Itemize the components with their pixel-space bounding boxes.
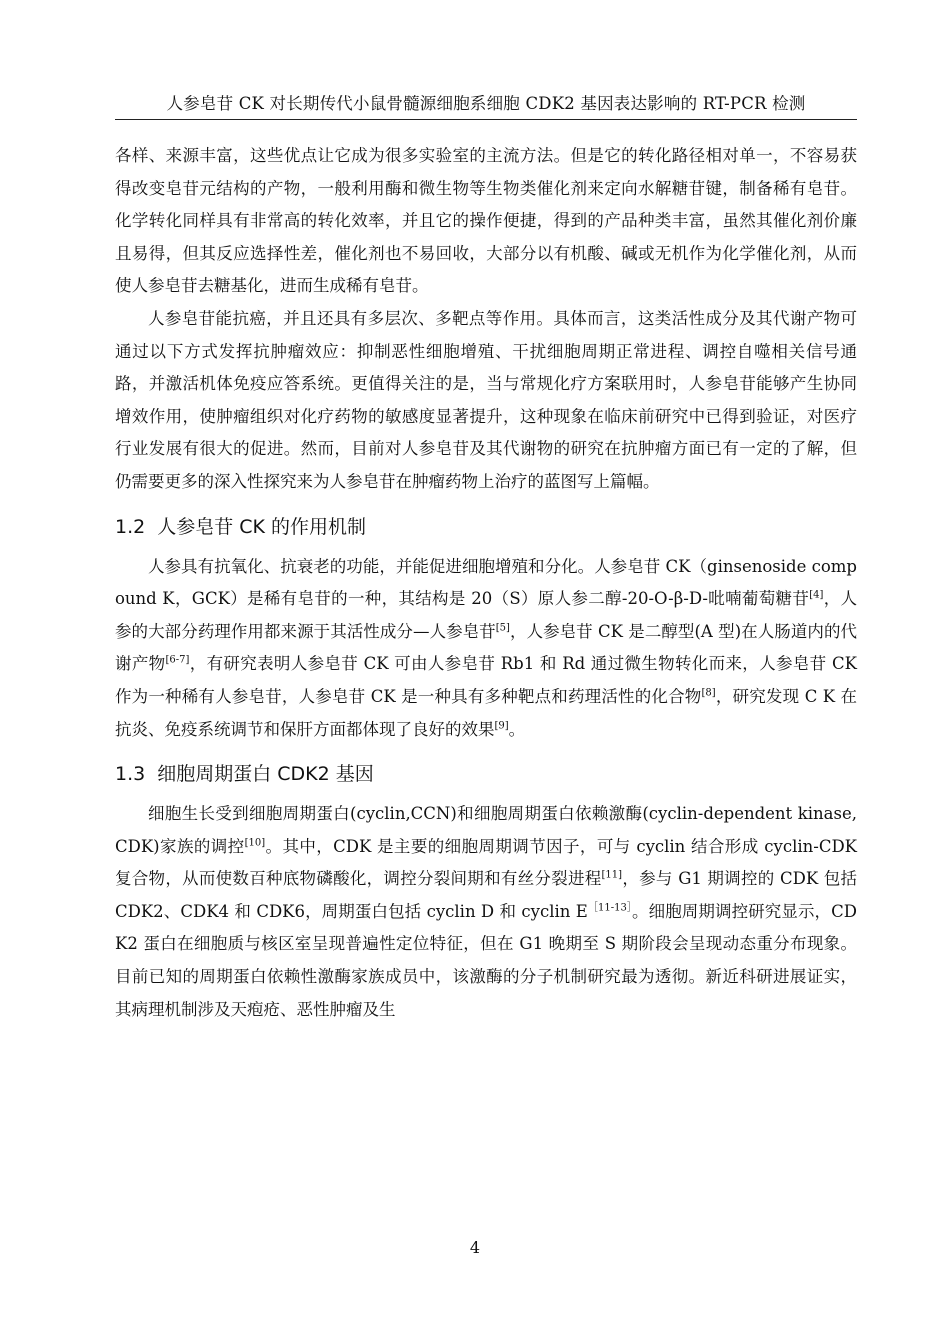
citation: [8]: [701, 687, 716, 699]
citation: [10]: [244, 837, 266, 849]
citation: [6-7]: [165, 654, 190, 666]
header-rule: [115, 119, 857, 120]
text-segment: ，人参的大部分药理作用都来源于其活性成分—人参皂苷: [115, 589, 858, 641]
section-heading-1-3: [115, 758, 857, 790]
running-header: 人参皂苷 CK 对长期传代小鼠骨髓源细胞系细胞 CDK2 基因表达影响的 RT-PCR 检测: [166, 94, 806, 113]
page-number: 4: [469, 1238, 481, 1257]
body-text: [115, 140, 857, 1026]
paragraph-cdk2: [115, 798, 857, 1026]
text-segment: ，研究发现 C K 在抗炎、免疫系统调节和保肝方面都体现了良好的效果: [115, 686, 858, 739]
citation: [5]: [495, 622, 510, 634]
text-segment: ，人参皂苷 CK 是二醇型(A 型)在人肠道内的代谢产物: [115, 621, 858, 674]
citation: [4]: [809, 589, 824, 601]
paragraph-ginsenoside-anticancer: 人参皂苷能抗癌，并且还具有多层次、多靶点等作用。具体而言，这类活性成分及其代谢产物可通过以下方式发挥抗肿瘤效应：抑制恶性细胞增殖、干扰细胞周期正常进程、调控自噬相关信号通路，并激活机体免疫应答系统。更值得关注的是，当与常规化疗方案联用时，人参皂苷能够产生协同增效作用，使肿瘤组织对化疗药物的敏感度显著提升，这种现象在临床前研究中已得到验证，对医疗行业发展有很大的促进。然而，目前对人参皂苷及其代谢物的研究在抗肿瘤方面已有一定的了解，但仍需要更多的深入性探究来为人参皂苷在肿瘤药物上治疗的蓝图写上篇幅。: [115, 308, 857, 491]
text-segment: ，有研究表明人参皂苷 CK 可由人参皂苷 Rb1 和 Rd 通过微生物转化而来，人参皂苷 CK 作为一种稀有人参皂苷，人参皂苷 CK 是一种具有多种靶点和药理活性的化合物: [115, 654, 857, 706]
paragraph-ck-mechanism: [115, 551, 857, 747]
text-segment: 。细胞周期调控研究显示，CDK2 蛋白在细胞质与核区室呈现普遍性定位特征，但在 G1 晚期至 S 期阶段会呈现动态重分布现象。目前已知的周期蛋白依赖性激酶家族成员中，该激酶的分子机制研究最为透彻。新近科研进展证实，其病理机制涉及天疱疮、恶性肿瘤及生: [115, 901, 858, 1019]
text-segment: ，参与 G1 期调控的 CDK 包括 CDK2、CDK4 和 CDK6，周期蛋白包括 cyclin D 和 cyclin E: [115, 869, 857, 921]
section-number: 1.3: [115, 763, 146, 786]
paragraph-continued: 各样、来源丰富，这些优点让它成为很多实验室的主流方法。但是它的转化路径相对单一，不容易获得改变皂苷元结构的产物，一般利用酶和微生物等生物类催化剂来定向水解糖苷键，制备稀有皂苷。化学转化同样具有非常高的转化效率，并且它的操作便捷，得到的产品种类丰富，虽然其催化剂价廉且易得，但其反应选择性差，催化剂也不易回收，大部分以有机酸、碱或无机作为化学催化剂，从而使人参皂苷去糖基化，进而生成稀有皂苷。: [115, 146, 857, 296]
text-segment: 。: [508, 719, 526, 739]
text-segment: 人参具有抗氧化、抗衰老的功能，并能促进细胞增殖和分化。人参皂苷 CK（ginsenoside compound K，GCK）是稀有皂苷的一种，其结构是 20（S）原人参二醇-20-O-β-D-吡喃葡萄糖苷: [115, 556, 857, 609]
section-number: 1.2: [115, 515, 146, 538]
section-heading-1-2: [115, 511, 857, 543]
citation: [9]: [494, 720, 509, 731]
text-segment: 细胞生长受到细胞周期蛋白(cyclin,CCN)和细胞周期蛋白依赖激酶(cyclin-dependent kinase,CDK)家族的调控: [115, 804, 857, 856]
citation: ［11-13］: [587, 902, 633, 914]
text-segment: 。其中，CDK 是主要的细胞周期调节因子，可与 cyclin 结合形成 cyclin-CDK 复合物，从而使数百种底物磷酸化，调控分裂间期和有丝分裂进程: [115, 836, 858, 889]
citation: [11]: [601, 869, 623, 881]
section-title: 人参皂苷 CK 的作用机制: [157, 515, 367, 538]
section-title: 细胞周期蛋白 CDK2 基因: [157, 763, 374, 786]
